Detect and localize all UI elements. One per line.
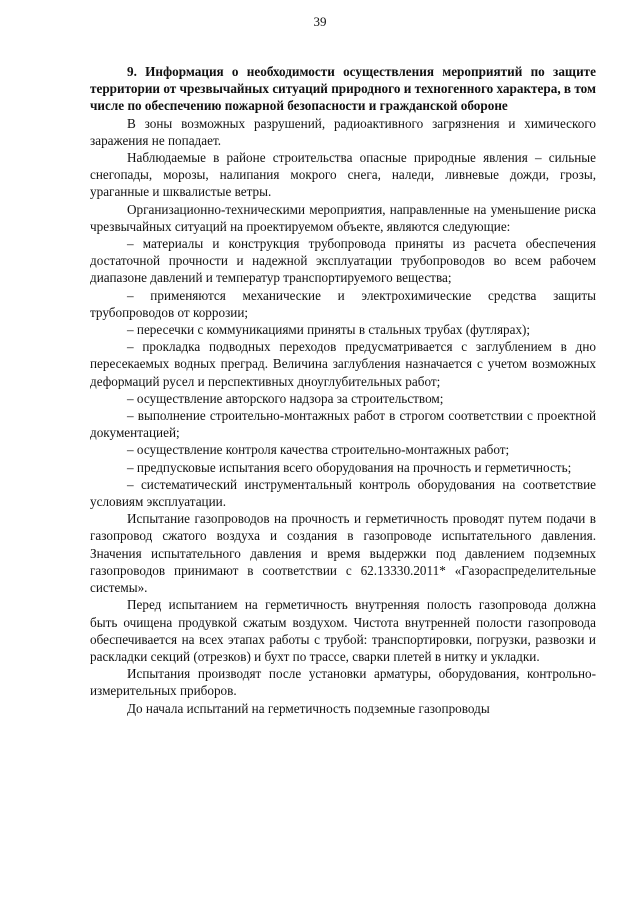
paragraph: Организационно-техническими мероприятия, направленные на уменьшение риска чрезвычайных ситуаций на проектируемом объекте, являются следующие: xyxy=(90,201,596,234)
list-item: – прокладка подводных переходов предусматривается с заглублением в дно пересекаемых водных преград. Величина заглубления назначается с учетом возможных деформаций русел и перспективных дноуглубительных работ; xyxy=(90,339,596,389)
paragraph: Перед испытанием на герметичность внутренняя полость газопровода должна быть очищена продувкой сжатым воздухом. Чистота внутренней полости газопровода обеспечивается на всех этапах работы с трубой: транспортировки, погрузки, развозки и раскладки секций (отрезков) и бухт по трассе, сварки плетей в нитку и укладки. xyxy=(90,597,596,664)
list-item: – предпусковые испытания всего оборудования на прочность и герметичность; xyxy=(127,459,572,475)
list-item: – выполнение строительно-монтажных работ в строгом соответствии с проектной документацией; xyxy=(90,408,596,441)
list-item: – систематический инструментальный контроль оборудования на соответствие условиям эксплуатации. xyxy=(90,476,596,510)
document-body xyxy=(90,63,596,717)
paragraph: Испытание газопроводов на прочность и герметичность проводят путем подачи в газопровод сжатого воздуха и создания в газопроводе испытательного давления. Значения испытательного давления и время выдержки под давлением подземных газопроводов принимают в соответствии с 62.13330.2011* «Газораспределительные системы». xyxy=(90,511,596,596)
list-item: – осуществление контроля качества строительно-монтажных работ; xyxy=(127,442,510,458)
list-item: – материалы и конструкция трубопровода приняты из расчета обеспечения достаточной прочности и надежной эксплуатации трубопроводов во всем рабочем диапазоне давлений и температур транспортируемого вещества; xyxy=(90,236,596,286)
paragraph: Наблюдаемые в районе строительства опасные природные явления – сильные снегопады, морозы, налипания мокрого снега, наледи, ливневые дожди, грозы, ураганные и шквалистые ветры. xyxy=(90,150,596,200)
paragraph: В зоны возможных разрушений, радиоактивного загрязнения и химического заражения не попадает. xyxy=(90,115,596,148)
paragraph: До начала испытаний на герметичность подземные газопроводы xyxy=(127,700,490,716)
list-item: – применяются механические и электрохимические средства защиты трубопроводов от коррозии; xyxy=(90,287,596,320)
section-heading: 9. Информация о необходимости осуществления мероприятий по защите территории от чрезвычайных ситуаций природного и техногенного характера, в том числе по обеспечению пожарной безопасности и гражданской обороне xyxy=(90,64,596,114)
list-item: – пересечки с коммуникациями приняты в стальных трубах (футлярах); xyxy=(127,322,531,338)
paragraph: Испытания производят после установки арматуры, оборудования, контрольно-измерительных приборов. xyxy=(90,666,596,699)
list-item: – осуществление авторского надзора за строительством; xyxy=(127,390,444,406)
page-number: 39 xyxy=(313,14,327,29)
